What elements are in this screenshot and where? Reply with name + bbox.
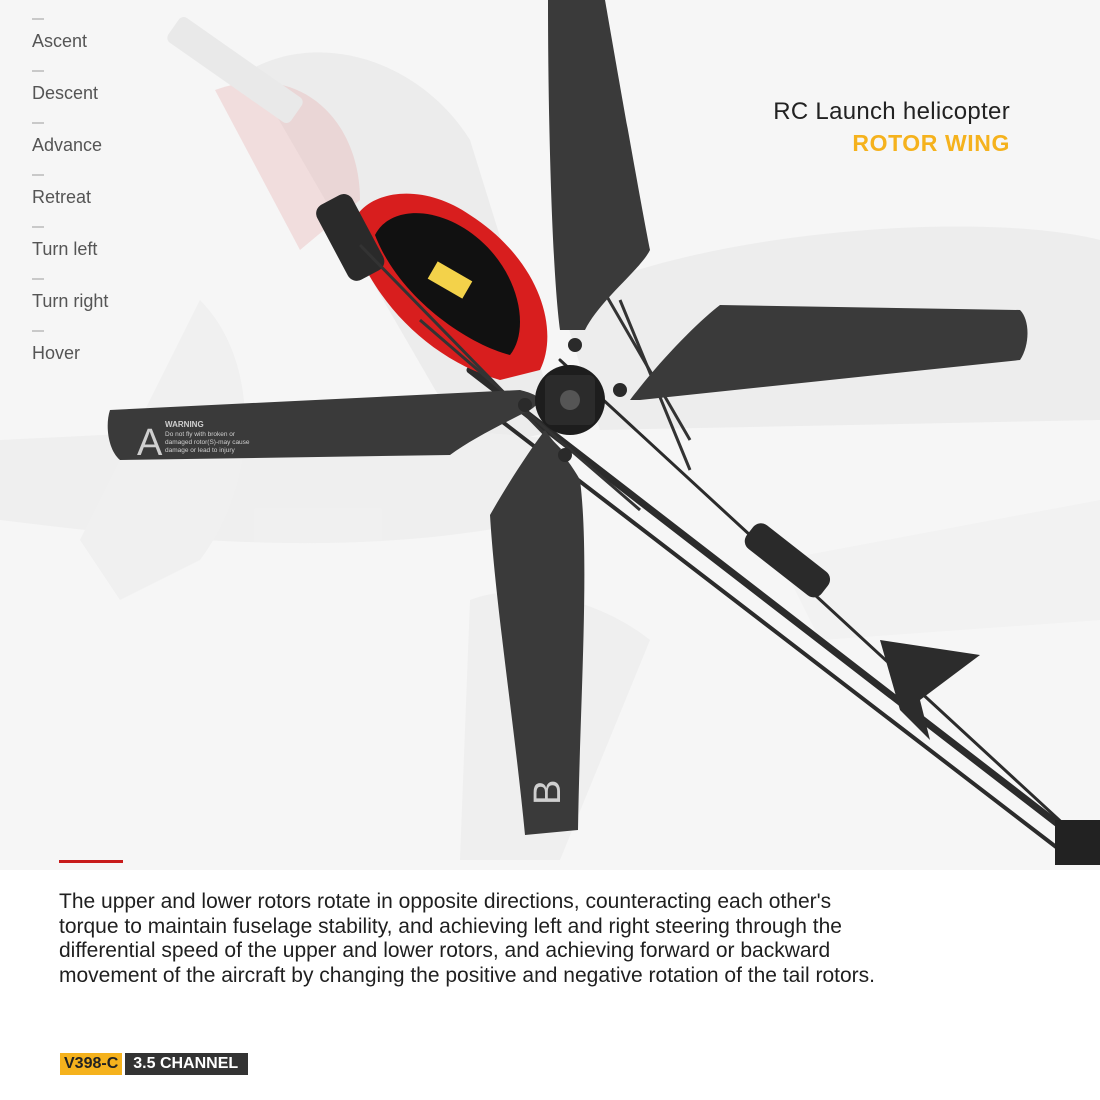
blade-warning-line-1: Do not fly with broken or [165,431,236,438]
dash-icon [32,122,44,124]
accent-divider [59,860,123,863]
blade-letter-a: A [137,422,163,464]
headline [773,98,1010,157]
headline-title: RC Launch helicopter [773,98,1010,125]
blade-warning-line-3: damage or lead to injury [165,447,235,454]
feature-label: Turn left [32,239,98,259]
canopy [350,194,547,380]
tail-rotor [1055,820,1100,865]
feature-label: Descent [32,83,99,103]
feature-label: Retreat [32,187,92,207]
dash-icon [32,174,44,176]
channel-label: 3.5 CHANNEL [125,1053,248,1075]
model-badge [60,1053,248,1075]
blade-warning-title: WARNING [165,420,204,429]
dash-icon [32,70,44,72]
feature-label: Ascent [32,31,88,51]
dash-icon [32,330,44,332]
blade-letter-b: B [527,779,569,805]
feature-label: Hover [32,343,81,363]
model-label: V398-C [60,1053,122,1075]
feature-label: Turn right [32,291,109,311]
dash-icon [32,226,44,228]
headline-subtitle: ROTOR WING [852,130,1010,156]
description-text: The upper and lower rotors rotate in opposite directions, counteracting each other's torque to maintain fuselage stability, and achieving left and right steering through the differential speed of the upper and lower rotors, and achieving forward or backward movement of the aircraft by changing the positive and negative rotation of the tail rotors. [59,890,875,987]
dash-icon [32,278,44,280]
dash-icon [32,18,44,20]
blade-warning-line-2: damaged rotor(S)-may cause [165,439,250,446]
feature-label: Advance [32,135,103,155]
